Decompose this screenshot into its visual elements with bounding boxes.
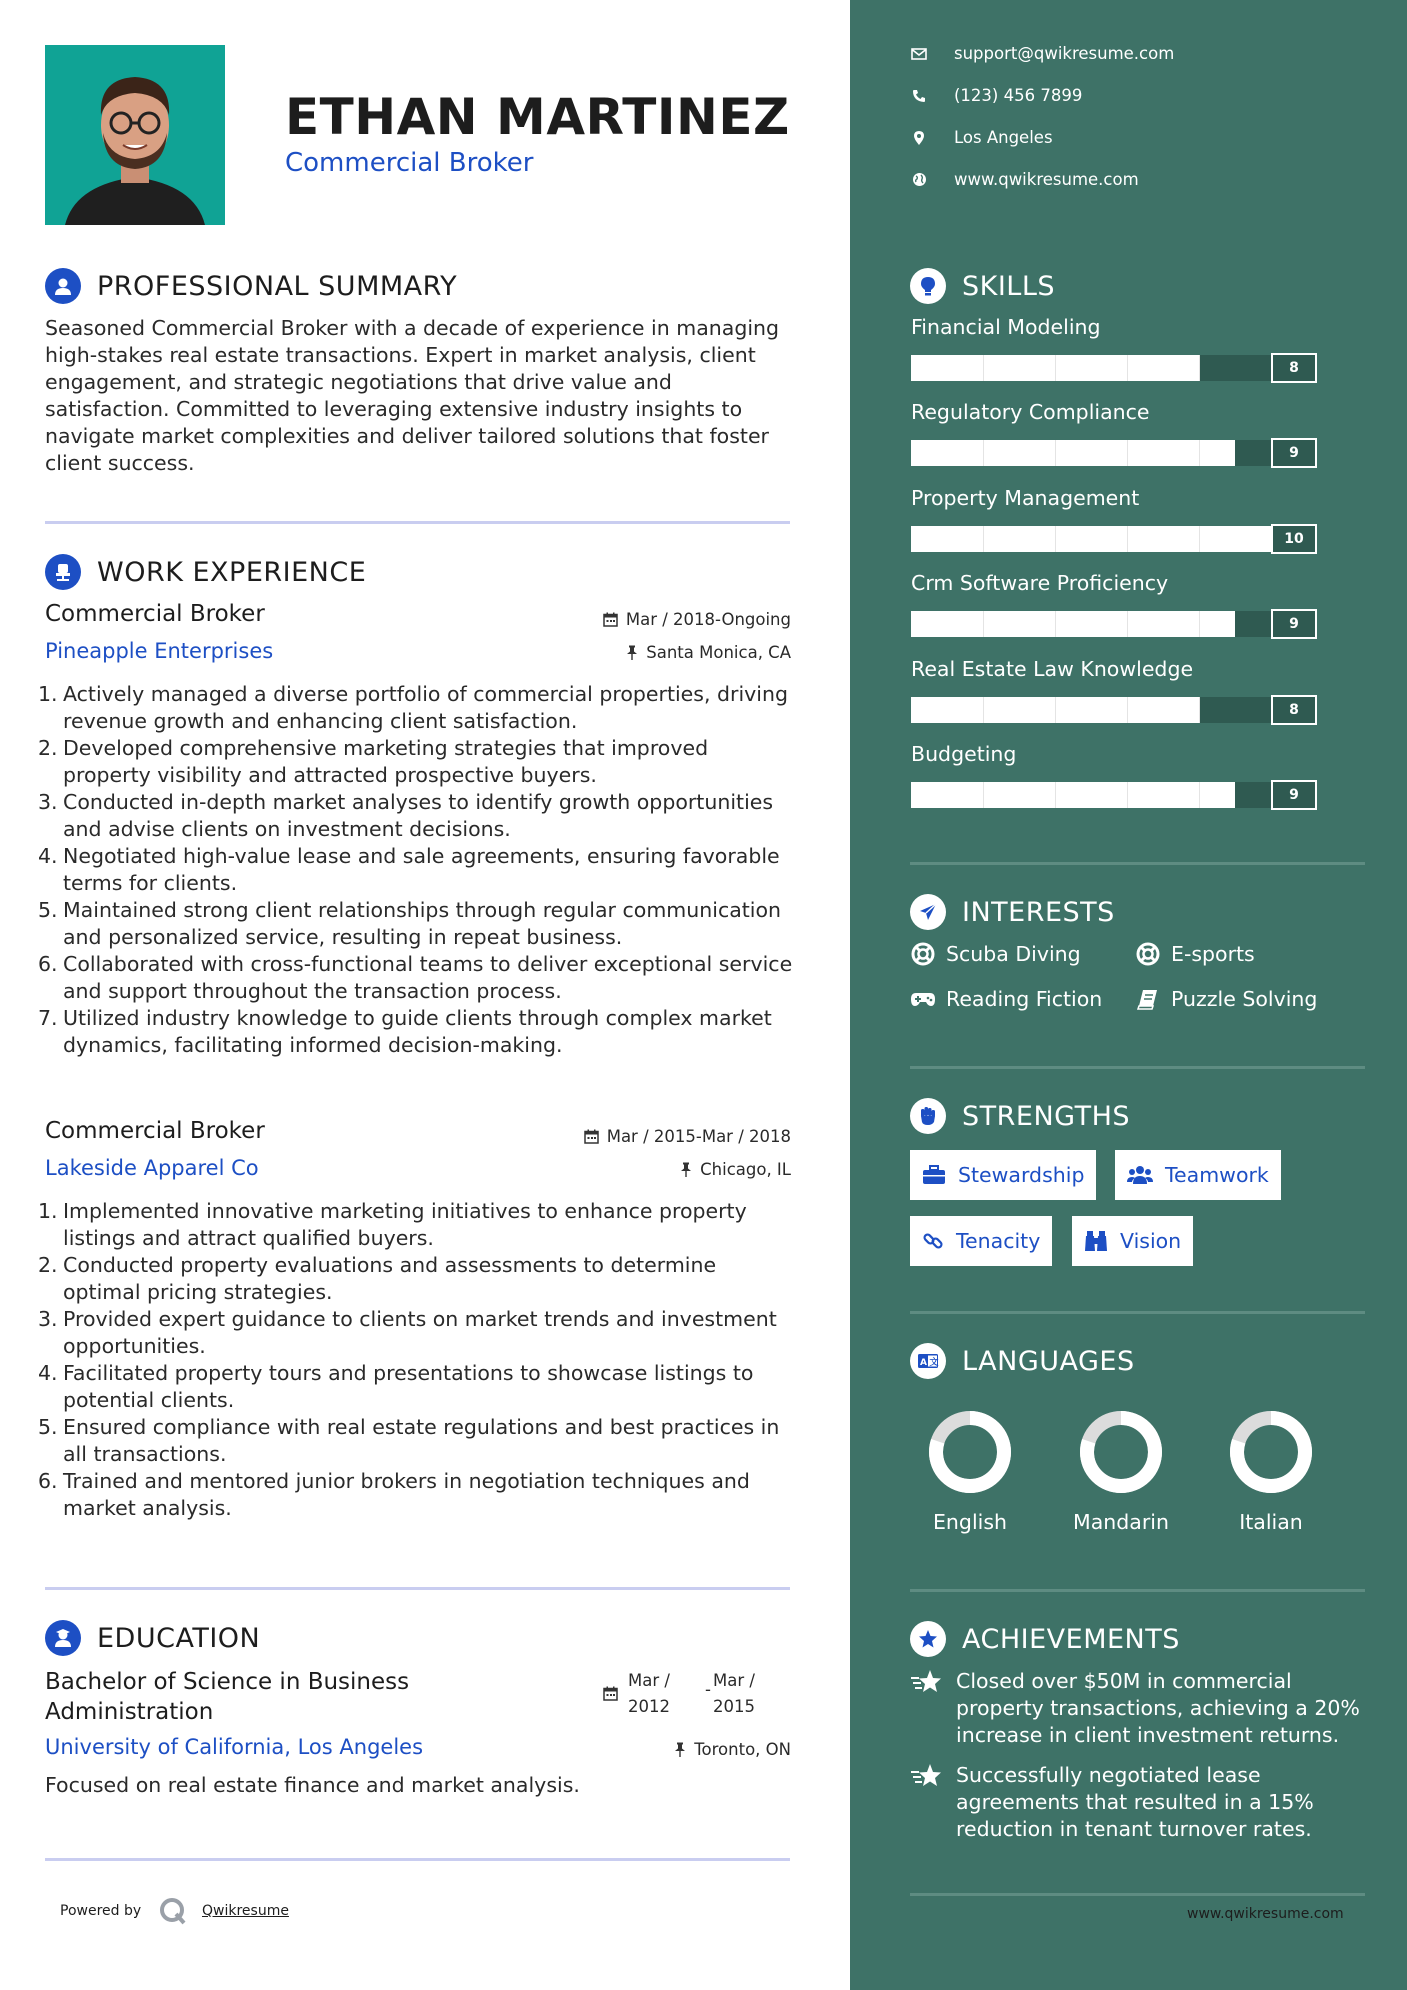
contact-website[interactable] xyxy=(910,170,1139,189)
skill-bar-segment xyxy=(1199,782,1200,808)
contact-location xyxy=(910,128,1053,147)
strength-chip xyxy=(910,1150,1096,1200)
skill-bar-segment xyxy=(983,782,984,808)
list-item: 1. Actively managed a diverse portfolio of commercial properties, driving revenue growth and enhancing client satisfaction. xyxy=(38,682,788,733)
skill-bar-fill xyxy=(911,440,1235,466)
fist-icon xyxy=(910,1098,946,1134)
footer-site-link[interactable]: www.qwikresume.com xyxy=(1187,1906,1344,1922)
language-name: Mandarin xyxy=(1073,1510,1169,1534)
list-item: 4. Negotiated high-value lease and sale agreements, ensuring favorable terms for clients. xyxy=(38,844,780,895)
job-company: Pineapple Enterprises xyxy=(45,639,274,663)
book-icon xyxy=(1135,986,1161,1012)
skill-bar-segment xyxy=(1127,782,1128,808)
interest-item xyxy=(910,941,1081,967)
life-ring-icon xyxy=(1135,941,1161,967)
divider xyxy=(45,1587,790,1590)
strength-label: Vision xyxy=(1120,1229,1182,1253)
skill-bar-segment xyxy=(983,526,984,552)
divider xyxy=(910,1066,1365,1069)
lightbulb-icon xyxy=(910,268,946,304)
job-title: Commercial Broker xyxy=(45,601,265,627)
calendar-icon xyxy=(584,1129,599,1144)
education-title: EDUCATION xyxy=(97,1622,261,1654)
start-month: Mar / xyxy=(628,1671,670,1690)
map-pin-icon xyxy=(910,129,928,147)
experience-title: WORK EXPERIENCE xyxy=(97,556,367,588)
job-bullets xyxy=(38,1198,798,1522)
skill-bar xyxy=(911,440,1317,466)
language-name: English xyxy=(932,1510,1008,1534)
list-item: 6. Collaborated with cross-functional teams to deliver exceptional service and support throughout the transaction process. xyxy=(38,952,793,1003)
strength-chip xyxy=(910,1216,1052,1266)
pushpin-icon xyxy=(674,1742,686,1757)
job-date-text: Mar / 2018-Ongoing xyxy=(625,610,791,629)
office-chair-icon xyxy=(45,554,81,590)
skill-bar-segment xyxy=(983,355,984,381)
degree-line: Administration xyxy=(45,1699,214,1725)
powered-by: Powered by xyxy=(60,1903,142,1919)
skill-name: Budgeting xyxy=(911,742,1017,766)
divider xyxy=(45,1858,790,1861)
divider xyxy=(910,862,1365,865)
divider xyxy=(910,1311,1365,1314)
divider xyxy=(45,521,790,524)
interest-label: Scuba Diving xyxy=(946,942,1081,966)
skill-level: 9 xyxy=(1271,609,1317,639)
summary-title: PROFESSIONAL SUMMARY xyxy=(97,270,458,302)
divider xyxy=(910,1589,1365,1592)
qwikresume-logo-icon xyxy=(158,1896,188,1930)
skill-level: 8 xyxy=(1271,353,1317,383)
job-location xyxy=(680,1160,791,1179)
language-name: Italian xyxy=(1239,1510,1303,1534)
envelope-icon xyxy=(910,45,928,63)
globe-icon xyxy=(910,171,928,189)
skill-name: Financial Modeling xyxy=(911,315,1101,339)
date-dash: - xyxy=(705,1680,711,1699)
degree-title xyxy=(45,1667,409,1727)
achievement-item xyxy=(910,1668,1366,1749)
users-icon xyxy=(1127,1165,1153,1185)
skill-bar-segment xyxy=(1127,526,1128,552)
skill-level: 9 xyxy=(1271,438,1317,468)
summary-heading xyxy=(45,268,457,304)
end-month: Mar / xyxy=(713,1671,755,1690)
skill-bar-segment xyxy=(1127,440,1128,466)
pushpin-icon xyxy=(626,645,638,660)
contact-text: Los Angeles xyxy=(954,128,1053,147)
skill-bar xyxy=(911,697,1317,723)
shooting-star-icon xyxy=(910,1668,944,1749)
shooting-star-icon xyxy=(910,1762,944,1843)
interest-label: Puzzle Solving xyxy=(1171,987,1318,1011)
skill-bar-segment xyxy=(1055,355,1056,381)
skill-bar-segment xyxy=(1055,611,1056,637)
gamepad-icon xyxy=(910,986,936,1012)
skill-bar xyxy=(911,355,1317,381)
job-company: Lakeside Apparel Co xyxy=(45,1156,259,1180)
job-date xyxy=(584,1127,791,1146)
interests-heading xyxy=(910,894,1115,930)
strengths-title: STRENGTHS xyxy=(962,1100,1131,1132)
svg-text:A: A xyxy=(920,1358,928,1368)
education-start xyxy=(628,1668,670,1720)
contact-phone[interactable] xyxy=(910,86,1082,105)
list-item: 3. Provided expert guidance to clients on market trends and investment opportunities. xyxy=(38,1307,777,1358)
phone-icon xyxy=(910,87,928,105)
calendar-icon xyxy=(603,1686,618,1705)
interest-item xyxy=(1135,941,1255,967)
skill-bar-segment xyxy=(1199,611,1200,637)
skill-bar-segment xyxy=(1055,440,1056,466)
languages-heading xyxy=(910,1343,1135,1379)
interest-label: Reading Fiction xyxy=(946,987,1103,1011)
interest-item xyxy=(1135,986,1317,1012)
skills-heading xyxy=(910,268,1055,304)
achievements-heading xyxy=(910,1621,1180,1657)
skill-name: Real Estate Law Knowledge xyxy=(911,657,1194,681)
job-date-text: Mar / 2015-Mar / 2018 xyxy=(606,1127,791,1146)
star-badge-icon xyxy=(910,1621,946,1657)
job-bullets xyxy=(38,681,798,1059)
skill-bar-segment xyxy=(1055,526,1056,552)
life-ring-icon xyxy=(910,941,936,967)
skill-bar-segment xyxy=(1199,355,1200,381)
calendar-icon xyxy=(603,612,618,627)
skill-name: Crm Software Proficiency xyxy=(911,571,1169,595)
contact-text: www.qwikresume.com xyxy=(954,170,1139,189)
profile-photo xyxy=(45,45,225,225)
education-note: Focused on real estate finance and market analysis. xyxy=(45,1773,580,1797)
achievements-title: ACHIEVEMENTS xyxy=(962,1623,1180,1655)
skill-bar-segment xyxy=(1127,355,1128,381)
list-item: 2. Conducted property evaluations and assessments to determine optimal pricing strategies. xyxy=(38,1253,717,1304)
user-icon xyxy=(45,268,81,304)
skill-level: 10 xyxy=(1271,524,1317,554)
divider xyxy=(910,1893,1365,1896)
skill-level: 8 xyxy=(1271,695,1317,725)
skill-bar xyxy=(911,611,1317,637)
interests-title: INTERESTS xyxy=(962,896,1115,928)
list-item: 3. Conducted in-depth market analyses to identify growth opportunities and advise clients on investment decisions. xyxy=(38,790,774,841)
summary-text: Seasoned Commercial Broker with a decade of experience in managing high-stakes real estate transactions. Expert in market analysis, client engagement, and strategic negotiations that drive value and satisfaction. Committed to leveraging extensive industry insights to navigate market complexities and deliver tailored solutions that foster client success. xyxy=(45,316,780,475)
skill-bar-segment xyxy=(1199,526,1200,552)
contact-text: (123) 456 7899 xyxy=(954,86,1083,105)
skill-bar-segment xyxy=(1127,697,1128,723)
skill-bar-segment xyxy=(1055,697,1056,723)
education-location-text: Toronto, ON xyxy=(694,1740,791,1759)
skill-bar-segment xyxy=(1127,611,1128,637)
graduate-icon xyxy=(45,1620,81,1656)
binoculars-icon xyxy=(1084,1230,1108,1252)
list-item: 1. Implemented innovative marketing initiatives to enhance property listings and attract qualified buyers. xyxy=(38,1199,747,1250)
job-location-text: Chicago, IL xyxy=(700,1160,791,1179)
candidate-name: ETHAN MARTINEZ xyxy=(285,88,790,146)
skill-name: Property Management xyxy=(911,486,1140,510)
skill-bar-fill xyxy=(911,526,1317,552)
skill-bar-segment xyxy=(1199,440,1200,466)
skill-bar-segment xyxy=(983,611,984,637)
svg-text:文: 文 xyxy=(929,1358,939,1368)
school-name: University of California, Los Angeles xyxy=(45,1735,424,1759)
languages-title: LANGUAGES xyxy=(962,1345,1135,1377)
job-title: Commercial Broker xyxy=(45,1118,265,1144)
strength-chip xyxy=(1115,1150,1281,1200)
skill-bar-segment xyxy=(1199,697,1200,723)
start-year: 2012 xyxy=(628,1697,670,1716)
strength-label: Tenacity xyxy=(956,1229,1041,1253)
skills-title: SKILLS xyxy=(962,270,1056,302)
skill-bar-segment xyxy=(1055,782,1056,808)
list-item: 5. Ensured compliance with real estate regulations and best practices in all transactions. xyxy=(38,1415,780,1466)
education-end xyxy=(713,1668,755,1720)
paper-plane-icon xyxy=(910,894,946,930)
list-item: 7. Utilized industry knowledge to guide clients through complex market dynamics, facilitating informed decision-making. xyxy=(38,1006,772,1057)
candidate-role: Commercial Broker xyxy=(285,148,534,178)
job-location-text: Santa Monica, CA xyxy=(646,643,791,662)
skill-level: 9 xyxy=(1271,780,1317,810)
qwikresume-link[interactable]: Qwikresume xyxy=(202,1903,289,1919)
end-year: 2015 xyxy=(713,1697,755,1716)
skill-bar-fill xyxy=(911,611,1235,637)
achievement-text: Successfully negotiated lease agreements that resulted in a 15% reduction in tenant turnover rates. xyxy=(956,1763,1314,1841)
skill-name: Regulatory Compliance xyxy=(911,400,1150,424)
language-rings xyxy=(910,1400,1350,1510)
skill-bar-segment xyxy=(983,440,984,466)
interest-label: E-sports xyxy=(1171,942,1255,966)
strength-label: Teamwork xyxy=(1165,1163,1269,1187)
briefcase-icon xyxy=(922,1165,946,1185)
skill-bar xyxy=(911,526,1317,552)
pushpin-icon xyxy=(680,1162,692,1177)
job-date xyxy=(603,610,791,629)
job-location xyxy=(626,643,791,662)
list-item: 6. Trained and mentored junior brokers in negotiation techniques and market analysis. xyxy=(38,1469,750,1520)
skill-bar-fill xyxy=(911,782,1235,808)
education-heading xyxy=(45,1620,260,1656)
list-item: 2. Developed comprehensive marketing strategies that improved property visibility and attracted prospective buyers. xyxy=(38,736,709,787)
skill-bar xyxy=(911,782,1317,808)
list-item: 5. Maintained strong client relationships through regular communication and personalized service, resulting in repeat business. xyxy=(38,898,782,949)
link-icon xyxy=(922,1230,944,1252)
degree-line: Bachelor of Science in Business xyxy=(45,1669,410,1695)
interest-item xyxy=(910,986,1102,1012)
experience-heading xyxy=(45,554,366,590)
contact-email[interactable] xyxy=(910,44,1174,63)
strengths-heading xyxy=(910,1098,1130,1134)
list-item: 4. Facilitated property tours and presentations to showcase listings to potential clients. xyxy=(38,1361,754,1412)
skill-bar-segment xyxy=(983,697,984,723)
achievement-item xyxy=(910,1762,1366,1843)
contact-text: support@qwikresume.com xyxy=(954,44,1175,63)
strength-label: Stewardship xyxy=(958,1163,1085,1187)
strength-chip xyxy=(1072,1216,1193,1266)
achievement-text: Closed over $50M in commercial property transactions, achieving a 20% increase in client investment returns. xyxy=(956,1669,1360,1747)
translate-icon xyxy=(910,1343,946,1379)
education-location xyxy=(674,1740,791,1759)
